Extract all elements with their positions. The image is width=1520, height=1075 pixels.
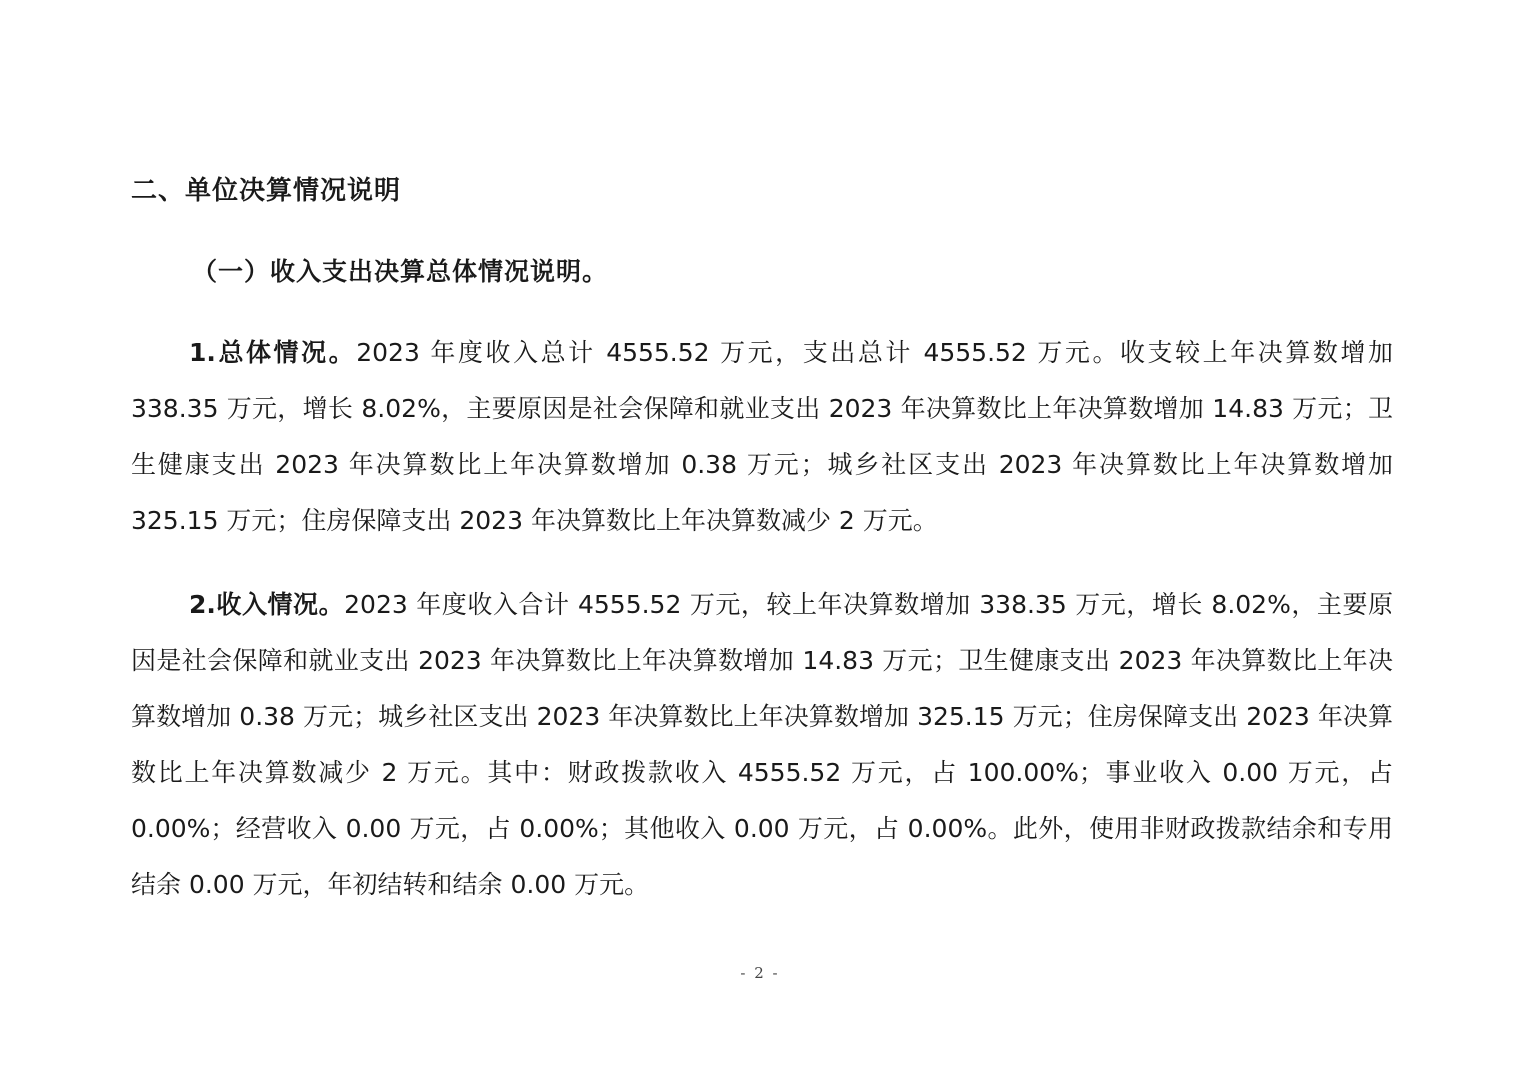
page-number: - 2 - [740,964,780,982]
subsection-heading: （一）收入支出决算总体情况说明。 [192,257,609,286]
paragraph-overall [131,325,1393,549]
paragraph-income-lead: 2.收入情况。 [189,590,345,619]
section-heading: 二、单位决算情况说明 [131,176,402,206]
paragraph-overall-text: 2023 年度收入总计 4555.52 万元，支出总计 4555.52 万元。收支较上年决算数增加 338.35 万元，增长 8.02%，主要原因是社会保障和就业支出 2023 年决算数比上年决算数增加 14.83 万元；卫生健康支出 2023 年决算数比上年决算数增加 0.38 万元；城乡社区支出 2023 年决算数比上年决算数增加 325.15 万元；住房保障支出 2023 年决算数比上年决算数减少 2 万元。 [131,338,1393,535]
paragraph-overall-lead: 1.总体情况。 [189,338,357,367]
paragraph-income [131,577,1393,913]
paragraph-income-text: 2023 年度收入合计 4555.52 万元，较上年决算数增加 338.35 万元，增长 8.02%，主要原因是社会保障和就业支出 2023 年决算数比上年决算数增加 14.83 万元；卫生健康支出 2023 年决算数比上年决算数增加 0.38 万元；城乡社区支出 2023 年决算数比上年决算数增加 325.15 万元；住房保障支出 2023 年决算数比上年决算数减少 2 万元。其中：财政拨款收入 4555.52 万元，占 100.00%；事业收入 0.00 万元，占 0.00%；经营收入 0.00 万元，占 0.00%；其他收入 0.00 万元，占 0.00%。此外，使用非财政拨款结余和专用结余 0.00 万元，年初结转和结余 0.00 万元。 [131,590,1393,899]
